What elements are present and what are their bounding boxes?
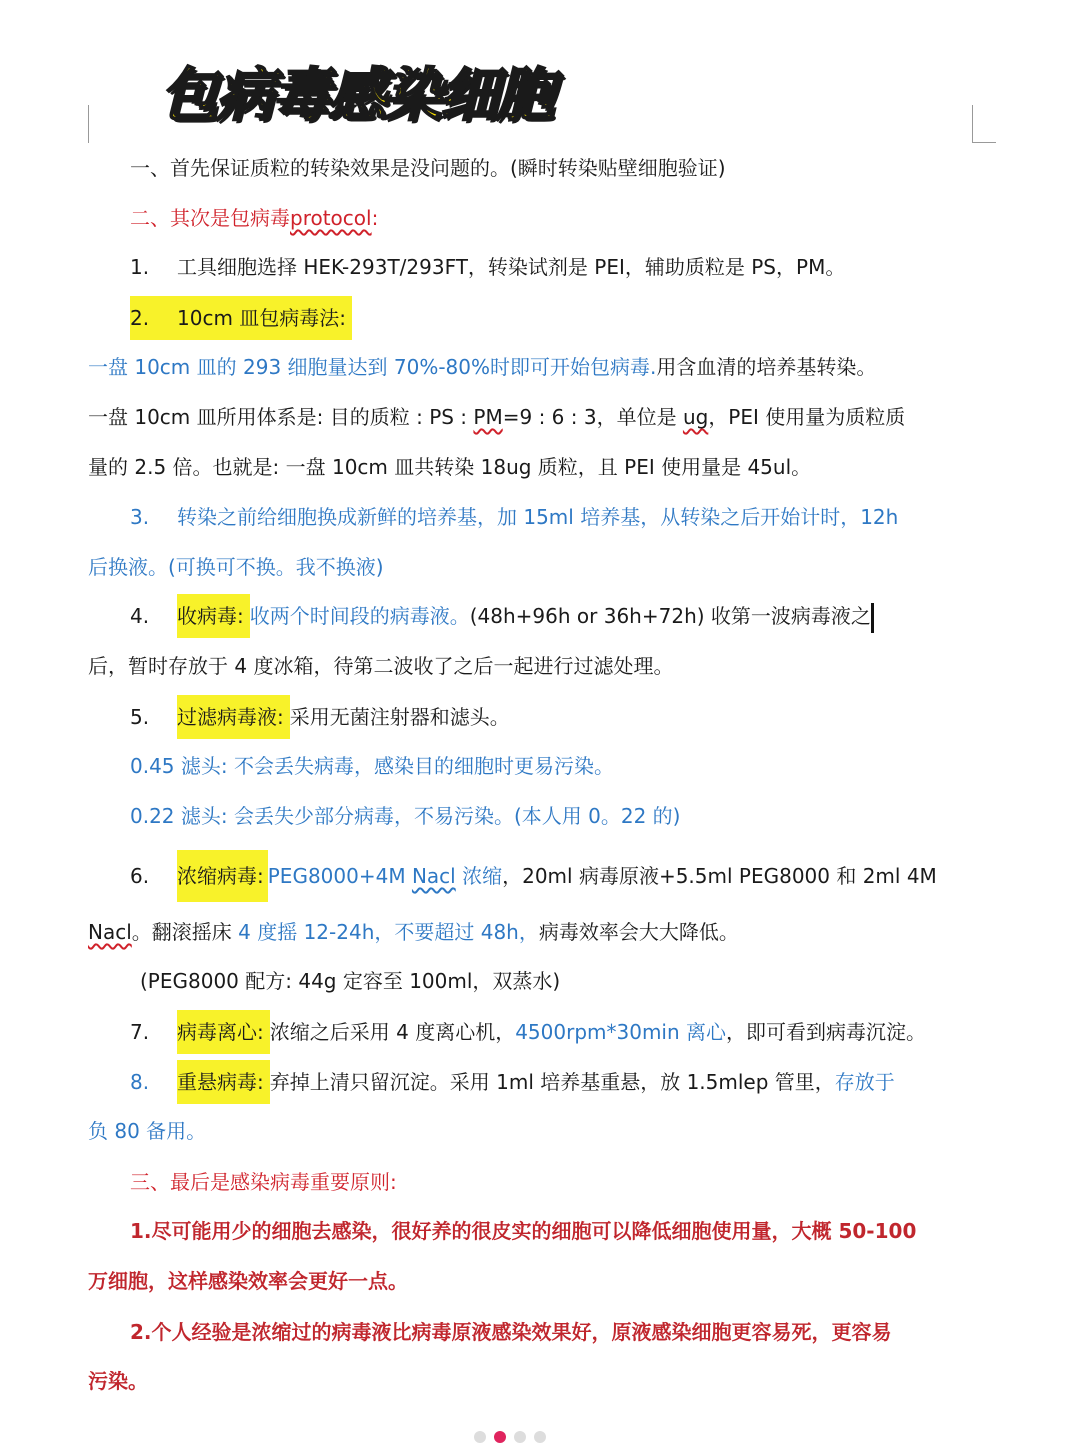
section-2-prefix: 二、其次是包病毒 xyxy=(130,206,290,230)
item-2-highlight xyxy=(130,296,352,340)
item-4-blue: 收两个时间段的病毒液。 xyxy=(249,604,470,628)
item-8-num: 8. xyxy=(130,1070,150,1094)
filter-022: 0.22 滤头: 会丢失少部分病毒，不易污染。(本人用 0。22 的) xyxy=(130,804,681,828)
item-7 xyxy=(130,1017,990,1047)
p2e: ，PEI 使用量为质粒质 xyxy=(708,405,906,429)
item-8 xyxy=(130,1067,990,1097)
item-6-cont-blue: 4 度摇 12-24h，不要超过 48h， xyxy=(238,920,539,944)
p2a: 一盘 10cm 皿所用体系是: 目的质粒 : PS : xyxy=(88,405,474,429)
page-dot-active[interactable] xyxy=(494,1431,506,1443)
item-1-text: 工具细胞选择 HEK-293T/293FT，转染试剂是 PEI，辅助质粒是 PS，PM。 xyxy=(177,255,846,279)
item-2-text: 10cm 皿包病毒法: xyxy=(177,306,347,330)
item-1-num: 1. xyxy=(130,255,150,279)
item-6-nacl: Nacl xyxy=(411,864,456,888)
item-3-num: 3. xyxy=(130,505,150,529)
item-6-black: ，20ml 病毒原液+5.5ml PEG8000 和 2ml 4M xyxy=(502,864,937,888)
item-6-cont-black2: 病毒效率会大大降低。 xyxy=(538,920,739,944)
section-1: 一、首先保证质粒的转染效果是没问题的。(瞬时转染贴壁细胞验证) xyxy=(130,156,726,180)
item-6-cont xyxy=(88,917,988,947)
item-8-blue: 存放于 xyxy=(834,1070,895,1094)
rule-2: 2.个人经验是浓缩过的病毒液比病毒原液感染效果好，原液感染细胞更容易死，更容易 xyxy=(130,1320,892,1344)
item-6-blue1: PEG8000+4M xyxy=(267,864,412,888)
section-2-word: protocol xyxy=(290,206,372,230)
item-3-cont: 后换液。(可换可不换。我不换液) xyxy=(88,555,384,579)
item-7-num: 7. xyxy=(130,1020,150,1044)
text-cursor xyxy=(871,603,874,633)
rule-2-cont: 污染。 xyxy=(88,1369,148,1393)
item-3-text: 转染之前给细胞换成新鲜的培养基，加 15ml 培养基，从转染之后开始计时，12h xyxy=(177,505,899,529)
margin-mark-right xyxy=(972,105,973,143)
item-1 xyxy=(130,252,990,282)
section-2-suffix: : xyxy=(371,206,379,230)
item-6 xyxy=(130,861,990,891)
page-title: 包病毒感染细胞 xyxy=(160,61,553,129)
margin-mark-left xyxy=(88,105,89,143)
item-7-black1: 浓缩之后采用 4 度离心机， xyxy=(269,1020,516,1044)
page-dot[interactable] xyxy=(534,1431,546,1443)
item-6-num: 6. xyxy=(130,864,150,888)
page-dot[interactable] xyxy=(474,1431,486,1443)
paragraph-1-black: 用含血清的培养基转染。 xyxy=(656,355,877,379)
item-5 xyxy=(130,702,990,732)
p2b: PM xyxy=(473,405,503,429)
p2d: ug xyxy=(682,405,709,429)
item-8-highlight: 重悬病毒: xyxy=(177,1060,270,1104)
item-8-black: 弃掉上清只留沉淀。采用 1ml 培养基重悬，放 1.5mlep 管里， xyxy=(269,1070,835,1094)
item-6-cont-black1: 。翻滚摇床 xyxy=(131,920,239,944)
item-4-num: 4. xyxy=(130,604,150,628)
margin-mark-right-h xyxy=(972,142,996,143)
item-7-highlight: 病毒离心: xyxy=(177,1010,270,1054)
item-4-cont: 后，暂时存放于 4 度冰箱，待第二波收了之后一起进行过滤处理。 xyxy=(88,654,674,678)
item-5-text: 采用无菌注射器和滤头。 xyxy=(289,705,510,729)
paragraph-3: 量的 2.5 倍。也就是: 一盘 10cm 皿共转染 18ug 质粒，且 PEI 使用量是 45ul。 xyxy=(88,455,812,479)
item-4-highlight: 收病毒: xyxy=(177,594,250,638)
item-6-blue2: 浓缩 xyxy=(455,864,503,888)
item-2-num: 2. xyxy=(130,306,150,330)
item-3 xyxy=(130,502,990,532)
paragraph-2 xyxy=(88,402,988,432)
item-7-black2: ，即可看到病毒沉淀。 xyxy=(726,1020,927,1044)
p2c: =9 : 6 : 3，单位是 xyxy=(502,405,683,429)
filter-045: 0.45 滤头: 不会丢失病毒，感染目的细胞时更易污染。 xyxy=(130,754,614,778)
item-8-cont: 负 80 备用。 xyxy=(88,1119,207,1143)
item-4-black: (48h+96h or 36h+72h) 收第一波病毒液之 xyxy=(469,604,871,628)
page-dot[interactable] xyxy=(514,1431,526,1443)
rule-1-cont: 万细胞，这样感染效率会更好一点。 xyxy=(88,1269,408,1293)
item-6-cont-nacl: Nacl xyxy=(88,920,132,944)
section-2 xyxy=(130,203,990,233)
rule-1: 1.尽可能用少的细胞去感染，很好养的很皮实的细胞可以降低细胞使用量，大概 50-100 xyxy=(130,1219,917,1243)
item-5-highlight: 过滤病毒液: xyxy=(177,695,290,739)
paragraph-1-blue: 一盘 10cm 皿的 293 细胞量达到 70%-80%时即可开始包病毒. xyxy=(88,355,657,379)
item-6-highlight: 浓缩病毒: xyxy=(177,850,268,902)
item-5-num: 5. xyxy=(130,705,150,729)
item-2 xyxy=(130,303,990,333)
section-3: 三、最后是感染病毒重要原则: xyxy=(130,1170,397,1194)
item-4 xyxy=(130,601,990,633)
peg-formula: (PEG8000 配方: 44g 定容至 100ml，双蒸水) xyxy=(140,969,561,993)
page-indicator xyxy=(470,1428,550,1447)
paragraph-1 xyxy=(88,352,988,382)
item-7-blue: 4500rpm*30min 离心 xyxy=(515,1020,727,1044)
